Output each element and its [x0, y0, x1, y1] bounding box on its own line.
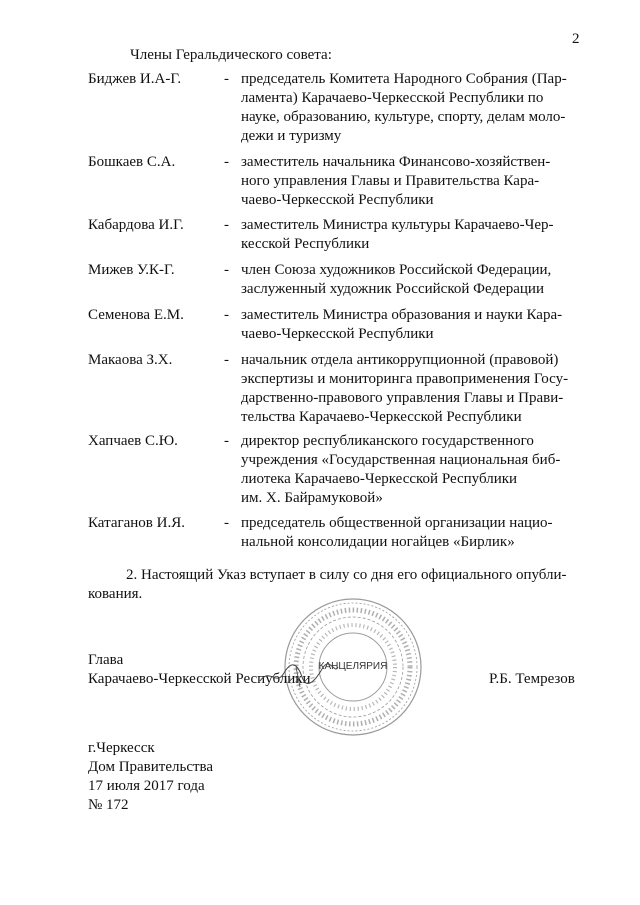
seal-label: КАНЦЕЛЯРИЯ	[318, 661, 388, 672]
member-role	[241, 261, 588, 299]
role-line: ного управления Главы и Правительства Кара-	[241, 173, 540, 189]
role-line: заместитель Министра культуры Карачаево-Чер-	[241, 217, 554, 233]
role-line: им. Х. Байрамуковой»	[241, 490, 383, 506]
member-name: Катаганов И.Я.	[88, 515, 185, 531]
clause-line: 2. Настоящий Указ вступает в силу со дня его официального опубли-	[126, 567, 567, 583]
member-role	[241, 432, 588, 508]
footer-building: Дом Правительства	[88, 759, 214, 775]
member-name: Биджев И.А-Г.	[88, 71, 182, 87]
signature-organization: Карачаево-Черкесской Республики	[88, 671, 311, 687]
role-line: учреждения «Государственная национальная биб-	[241, 452, 561, 468]
role-line: науке, образованию, культуре, спорту, делам моло-	[241, 109, 566, 125]
member-name: Семенова Е.М.	[88, 307, 184, 323]
role-line: кесской Республики	[241, 236, 370, 252]
role-line: председатель Комитета Народного Собрания (Пар-	[241, 71, 567, 87]
footer-date: 17 июля 2017 года	[88, 778, 205, 794]
role-line: заслуженный художник Российской Федерации	[241, 281, 544, 297]
role-line: заместитель Министра образования и науки Кара-	[241, 307, 563, 323]
signatory-name: Р.Б. Темрезов	[489, 671, 575, 687]
page-number: 2	[572, 31, 580, 47]
role-line: лиотека Карачаево-Черкесской Республики	[241, 471, 518, 487]
footer-number: № 172	[88, 797, 129, 813]
member-dash: -	[224, 515, 229, 531]
member-dash: -	[224, 154, 229, 170]
handwritten-signature-icon	[252, 647, 342, 697]
role-line: член Союза художников Российской Федерации,	[241, 262, 552, 278]
role-line: дежи и туризму	[241, 128, 342, 144]
member-dash: -	[224, 352, 229, 368]
role-line: директор республиканского государственного	[241, 433, 534, 449]
member-name: Кабардова И.Г.	[88, 217, 184, 233]
footer-city: г.Черкесск	[88, 740, 155, 756]
member-name: Бошкаев С.А.	[88, 154, 176, 170]
member-dash: -	[224, 262, 229, 278]
member-role	[241, 153, 588, 210]
document-footer	[88, 739, 213, 815]
member-dash: -	[224, 71, 229, 87]
members-heading: Члены Геральдического совета:	[130, 47, 332, 63]
member-role	[241, 216, 588, 254]
clause-line: кования.	[88, 586, 143, 602]
member-dash: -	[224, 433, 229, 449]
role-line: дарственно-правового управления Главы и Прави-	[241, 390, 564, 406]
signature-title: Глава	[88, 652, 124, 668]
member-role	[241, 306, 588, 344]
member-dash: -	[224, 217, 229, 233]
member-name: Макаова З.Х.	[88, 352, 173, 368]
member-name: Мижев У.К-Г.	[88, 262, 175, 278]
member-role	[241, 351, 588, 427]
role-line: нальной консолидации ногайцев «Бирлик»	[241, 534, 515, 550]
role-line: председатель общественной организации нацио-	[241, 515, 553, 531]
member-role	[241, 70, 588, 146]
role-line: заместитель начальника Финансово-хозяйствен-	[241, 154, 551, 170]
member-role	[241, 514, 588, 552]
role-line: чаево-Черкесской Республики	[241, 192, 434, 208]
role-line: тельства Карачаево-Черкесской Республики	[241, 409, 522, 425]
role-line: чаево-Черкесской Республики	[241, 326, 434, 342]
role-line: начальник отдела антикоррупционной (правовой)	[241, 352, 559, 368]
role-line: экспертизы и мониторинга правоприменения Госу-	[241, 371, 569, 387]
member-dash: -	[224, 307, 229, 323]
role-line: ламента) Карачаево-Черкесской Республики по	[241, 90, 544, 106]
member-name: Хапчаев С.Ю.	[88, 433, 178, 449]
